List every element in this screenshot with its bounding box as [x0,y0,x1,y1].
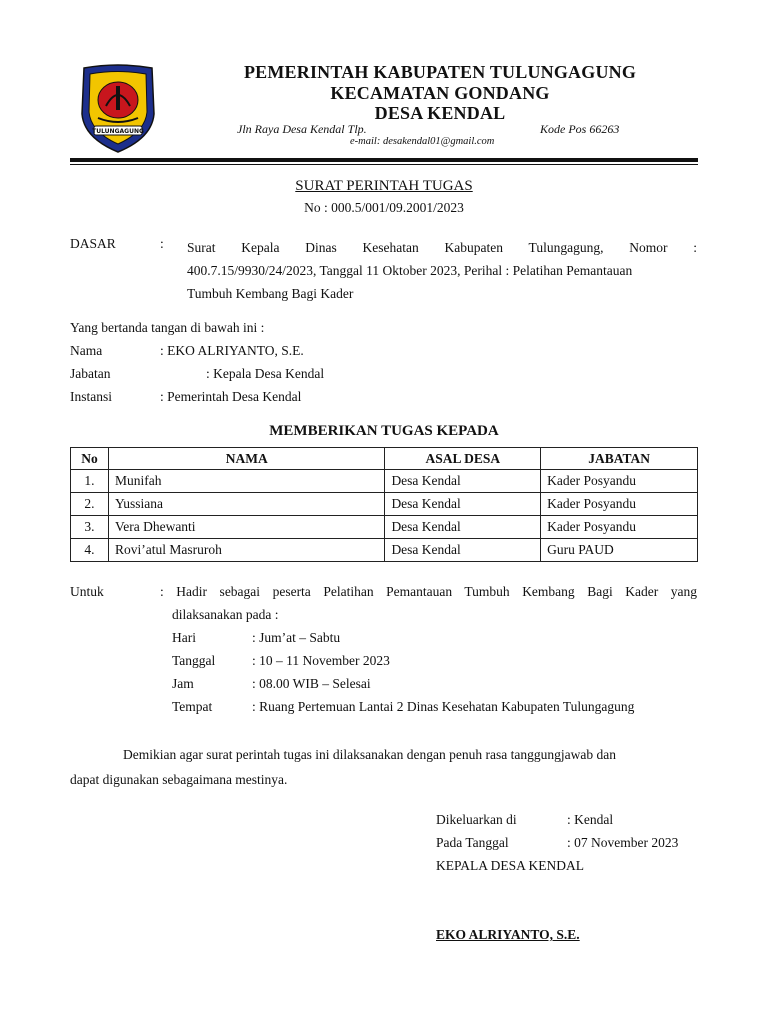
surat-title-text: SURAT PERINTAH TUGAS [295,178,473,194]
cell-no: 1. [71,470,109,493]
cell-asal-desa: Desa Kendal [385,516,541,539]
tempat-value: : Ruang Pertemuan Lantai 2 Dinas Kesehatan Kabupaten Tulungagung [252,699,635,714]
cell-asal-desa: Desa Kendal [385,493,541,516]
issued-date-value: : 07 November 2023 [567,835,679,850]
closing-line-2: dapat digunakan sebagaimana mestinya. [70,772,288,787]
assignment-heading: MEMBERIKAN TUGAS KEPADA [269,423,499,439]
issued-at-label: Dikeluarkan di [436,812,517,827]
assignment-table [70,447,698,562]
cell-nama: Yussiana [108,493,384,516]
kop-line-3: DESA KENDAL [374,103,506,123]
signer-jabatan-label: Jabatan [70,366,111,381]
cell-no: 2. [71,493,109,516]
tanggal-value: : 10 – 11 November 2023 [252,653,390,668]
kop-line-1: PEMERINTAH KABUPATEN TULUNGAGUNG [243,62,637,82]
dasar-line-3: Tumbuh Kembang Bagi Kader [187,286,354,301]
cell-asal-desa: Desa Kendal [385,470,541,493]
hari-label: Hari [172,630,196,645]
signer-name: EKO ALRIYANTO, S.E. [436,927,580,942]
table-row [71,516,698,539]
table-header-row [71,448,698,470]
col-header-asal-desa: ASAL DESA [385,448,541,470]
signer-position: KEPALA DESA KENDAL [436,858,585,873]
signer-instansi-label: Instansi [70,389,112,404]
dasar-line-1: Surat Kepala Dinas Kesehatan Kabupaten Tulungagung, Nomor : [187,240,697,255]
issued-at-value: : Kendal [567,812,614,827]
kop-address: Jln Raya Desa Kendal Tlp. [237,122,367,136]
closing-paragraph [70,742,700,792]
surat-title [0,178,768,195]
logo-ribbon-text: TULUNGAGUNG [92,128,144,135]
untuk-line-1: : Hadir sebagai peserta Pelatihan Pemantauan Tumbuh Kembang Bagi Kader yang [160,584,697,599]
signer-instansi-value: : Pemerintah Desa Kendal [160,389,302,404]
dasar-label: DASAR [70,236,116,251]
cell-jabatan: Kader Posyandu [541,493,698,516]
closing-line-1: Demikian agar surat perintah tugas ini dilaksanakan dengan penuh rasa tanggungjawab dan [123,747,616,762]
table-row [71,470,698,493]
jam-label: Jam [172,676,194,691]
signer-jabatan-value: : Kepala Desa Kendal [206,366,325,381]
kop-line-2: KECAMATAN GONDANG [330,83,550,103]
col-header-jabatan: JABATAN [541,448,698,470]
kop-postal: Kode Pos 66263 [540,122,620,136]
tulungagung-logo [76,62,160,154]
cell-jabatan: Guru PAUD [541,539,698,562]
dasar-colon: : [160,236,164,251]
signer-intro: Yang bertanda tangan di bawah ini : [70,320,265,335]
dasar-text [187,236,697,305]
table-row [71,539,698,562]
cell-asal-desa: Desa Kendal [385,539,541,562]
dasar-line-2: 400.7.15/9930/24/2023, Tanggal 11 Oktober 2023, Perihal : Pelatihan Pemantauan [187,263,633,278]
cell-nama: Rovi’atul Masruroh [108,539,384,562]
kop-email: e-mail: desakendal01@gmail.com [350,136,495,147]
surat-nomor: No : 000.5/001/09.2001/2023 [304,200,464,215]
cell-nama: Munifah [108,470,384,493]
untuk-label: Untuk [70,584,104,599]
signer-nama-value: : EKO ALRIYANTO, S.E. [160,343,304,358]
tanggal-label: Tanggal [172,653,216,668]
hari-value: : Jum’at – Sabtu [252,630,341,645]
col-header-nama: NAMA [108,448,384,470]
cell-nama: Vera Dhewanti [108,516,384,539]
col-header-no: No [71,448,109,470]
untuk-line-2: dilaksanakan pada : [172,607,279,622]
cell-jabatan: Kader Posyandu [541,516,698,539]
issued-date-label: Pada Tanggal [436,835,509,850]
cell-jabatan: Kader Posyandu [541,470,698,493]
jam-value: : 08.00 WIB – Selesai [252,676,371,691]
tempat-label: Tempat [172,699,213,714]
cell-no: 4. [71,539,109,562]
table-row [71,493,698,516]
signer-nama-label: Nama [70,343,103,358]
kop-rule-thin [70,164,698,165]
kop-rule-thick [70,158,698,162]
cell-no: 3. [71,516,109,539]
